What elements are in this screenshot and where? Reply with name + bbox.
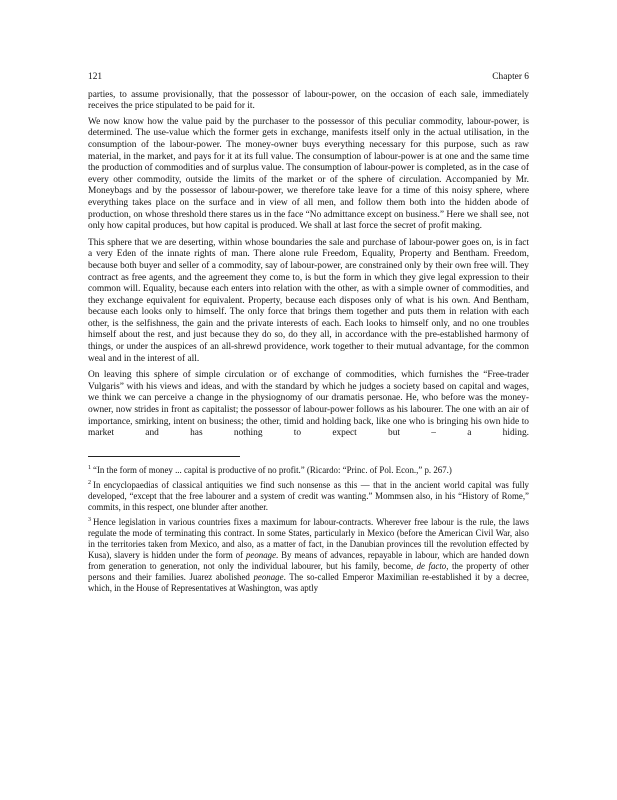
footnote-marker: 1 xyxy=(88,464,91,471)
emphasis-term: de facto xyxy=(416,560,447,571)
footnote-2 xyxy=(88,480,529,513)
footnote-text: In encyclopaedias of classical antiquities we find such nonsense as this — that in the ancient world capital was fully developed, “except that the free labourer and a system of credit was wanting.” Mommsen also, in his “History of Rome,” commits, in this respect, one blunder after another. xyxy=(88,479,529,512)
footnote-marker: 3 xyxy=(88,516,91,523)
footnote-1 xyxy=(88,465,529,476)
document-page xyxy=(88,72,529,598)
footnote-divider xyxy=(88,456,240,457)
chapter-title: Chapter 6 xyxy=(492,72,529,82)
paragraph-1: parties, to assume provisionally, that the possessor of labour-power, on the occasion of each sale, immediately receives the price stipulated to be paid for it. xyxy=(88,89,529,112)
emphasis-term: peonage xyxy=(253,571,284,582)
paragraph-3: This sphere that we are deserting, within whose boundaries the sale and purchase of labour-power goes on, is in fact a very Eden of the innate rights of man. There alone rule Freedom, Equality, Property and Bentham. Freedom, because both buyer and seller of a commodity, say of labour-power, are constrained only by their own free will. They contract as free agents, and the agreement they come to, is but the form in which they give legal expression to their common will. Equality, because each enters into relation with the other, as with a simple owner of commodities, and they exchange equivalent for equivalent. Property, because each disposes only of what is his own. And Bentham, because each looks only to himself. The only force that brings them together and puts them in relation with each other, is the selfishness, the gain and the private interests of each. Each looks to himself only, and no one troubles himself about the rest, and just because they do so, do they all, in accordance with the pre-established harmony of things, or under the auspices of an all-shrewd providence, work together to their mutual advantage, for the common weal and in the interest of all. xyxy=(88,237,529,364)
paragraph-2: We now know how the value paid by the purchaser to the possessor of this peculiar commodity, labour-power, is determined. The use-value which the former gets in exchange, manifests itself only in the actual utilisation, in the consumption of the labour-power. The money-owner buys everything necessary for this purpose, such as raw material, in the market, and pays for it at its full value. The consumption of labour-power is at one and the same time the production of commodities and of surplus value. The consumption of labour-power is completed, as in the case of every other commodity, outside the limits of the market or of the sphere of circulation. Accompanied by Mr. Moneybags and by the possessor of labour-power, we therefore take leave for a time of this noisy sphere, where everything takes place on the surface and in view of all men, and follow them both into the hidden abode of production, on whose threshold there stares us in the face “No admittance except on business.” Here we shall see, not only how capital produces, but how capital is produced. We shall at last force the secret of profit making. xyxy=(88,116,529,232)
footnote-marker: 2 xyxy=(88,479,91,486)
footnote-3 xyxy=(88,517,529,594)
emphasis-term: peonage xyxy=(245,549,277,560)
footnote-text: Hence legislation in various countries fixes a maximum for labour-contracts. Wherever free labour is the rule, the laws regulate the mode of terminating this contract. In some States, particularly in Mexico (before the American Civil War, also in the territories taken from Mexico, and also, as a matter of fact, in the Danubian provinces till the revolution effected by Kusa), slavery is hidden under the form of xyxy=(88,516,529,560)
paragraph-4: On leaving this sphere of simple circulation or of exchange of commodities, which furnishes the “Free-trader Vulgaris” with his views and ideas, and with the standard by which he judges a society based on capital and wages, we think we can perceive a change in the physiognomy of our dramatis personae. He, who before was the money-owner, now strides in front as capitalist; the possessor of labour-power follows as his labourer. The one with an air of importance, smirking, intent on business; the other, timid and holding back, like one who is bringing his own hide to market and has nothing to expect but – a hiding. xyxy=(88,370,529,439)
page-number: 121 xyxy=(88,72,103,82)
footnote-text: . The so-called Emperor Maximilian re-established it by a decree, which, in the House of Representatives at Washington, was aptly xyxy=(88,571,530,593)
footnote-text: . By means of advances, repayable in labour, which are handed down from generation to generation, not only the individual labourer, but his family, become, xyxy=(88,549,529,571)
page-header xyxy=(88,72,529,84)
footnote-text: , the property of other persons and their families. Juarez abolished xyxy=(88,560,530,582)
footnote-text: “In the form of money ... capital is productive of no profit.” (Ricardo: “Princ. of Pol. Econ.,” p. 267.) xyxy=(93,464,452,475)
